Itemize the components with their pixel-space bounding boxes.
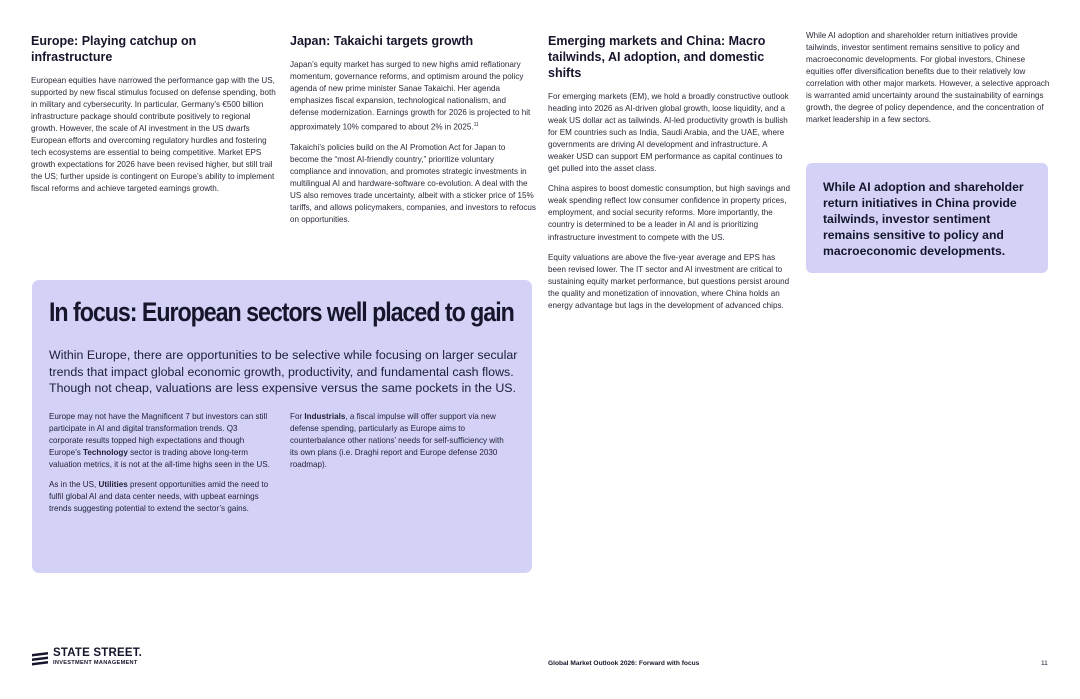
japan-column <box>290 33 536 234</box>
logo-subtitle: INVESTMENT MANAGEMENT <box>53 660 138 666</box>
state-street-logo[interactable] <box>31 648 142 667</box>
technology-text-after: sector is trading above long-term valuation metrics, it is not at the all-time highs seen in the US. <box>49 447 270 469</box>
industrials-paragraph <box>290 411 514 471</box>
pull-quote-box <box>806 163 1048 273</box>
europe-heading: Europe: Playing catchup on infrastructure <box>31 34 197 64</box>
utilities-text-after: present opportunities amid the need to fulfil global AI and data center needs, with upbeat earnings trends suggesting potential to extend the sector’s gains. <box>49 479 269 514</box>
emerging-markets-column <box>548 33 794 320</box>
in-focus-left-column <box>49 411 273 524</box>
utilities-label: Utilities <box>98 479 128 489</box>
footnote-marker[interactable]: 11 <box>473 122 479 129</box>
utilities-paragraph <box>49 479 273 515</box>
china-continued-column <box>806 30 1050 134</box>
china-paragraph: While AI adoption and shareholder return initiatives provide tailwinds, investor sentiment remains sensitive to policy and macroeconomic developments. For global investors, Chinese equities offer diversification benefits due to their relatively low correlation with other major markets. However, a selective approach is warranted amid uncertainty around the sustainability of earnings growth, the degree of policy dependence, and the concentration of market leadership in a few sectors. <box>806 31 1050 125</box>
pull-quote: While AI adoption and shareholder return initiatives in China provide tailwinds, investor sentiment remains sensitive to policy and macroeconomic developments. <box>823 180 1024 258</box>
japan-paragraph-2: Takaichi’s policies build on the AI Promotion Act for Japan to become the “most AI-friendly country,” prioritize voluntary compliance and innovation, and promotes strategic investments in multilingual AI and hardware-software co-evolution. A deal with the US also removes trade uncertainty, albeit with a sticker price of 15% tariffs, and allows policymakers, companies, and investors to refocus on opportunities. <box>290 142 536 225</box>
in-focus-lead: Within Europe, there are opportunities to be selective while focusing on larger secular trends that impact global economic growth, productivity, and fundamental cash flows. Though not cheap, valuations are less expensive versus the same pockets in the US. <box>49 348 518 395</box>
technology-text-before: Europe may not have the Magnificent 7 but investors can still participate in AI and digital transformation trends. Q3 corporate results topped high expectations and though Europe’s <box>49 411 268 457</box>
em-paragraph-3: Equity valuations are above the five-year average and EPS has been revised lower. The IT sector and AI investment are critical to sustaining equity market performance, but questions persist around the quality and monetization of innovation, where China holds an energy advantage but lags in the development of advanced chips. <box>548 252 790 310</box>
em-paragraph-1: For emerging markets (EM), we hold a broadly constructive outlook heading into 2026 as AI-driven global growth, loose liquidity, and a weak US dollar act as tailwinds. AI-led productivity growth is bullish for EM countries such as India, Saudi Arabia, and the UAE, where governments are driving AI development and infrastructure. A weaker USD can support EM performance as capital continues to get pulled into the asset class. <box>548 92 789 174</box>
logo-text <box>53 648 142 667</box>
footer-document-title: Global Market Outlook 2026: Forward with focus <box>548 660 700 667</box>
logo-name: STATE STREET. <box>53 647 143 659</box>
em-paragraph-2: China aspires to boost domestic consumption, but high savings and weak spending reflect low consumer confidence in property prices, employment, and social security reforms. More importantly, the country is determined to be a leader in AI and is prioritizing infrastructure investment to compete with the US. <box>548 184 791 242</box>
utilities-text-before: As in the US, <box>49 479 99 489</box>
state-street-logo-icon <box>31 649 49 667</box>
industrials-text-before: For <box>290 411 305 421</box>
in-focus-box <box>32 280 532 573</box>
technology-label: Technology <box>83 447 128 457</box>
in-focus-right-column <box>290 411 514 479</box>
in-focus-title: In focus: European sectors well placed to gain <box>49 297 514 327</box>
japan-paragraph-1 <box>290 59 536 134</box>
page-number: 11 <box>1041 660 1048 667</box>
technology-paragraph <box>49 411 273 471</box>
japan-heading: Japan: Takaichi targets growth <box>290 34 474 48</box>
europe-paragraph: European equities have narrowed the performance gap with the US, supported by new fiscal stimulus focused on defense spending, both in military and cybersecurity. In particular, Germany’s €500 billion infrastructure package should contribute positively to regional growth. However, the scale of AI investment in the US dwarfs European efforts and overcoming regulatory hurdles and fostering tech ecosystems are essential to being competitive. Market EPS growth expectations for 2026 have been revised higher, but still trail the US; further upside is contingent on Europe’s ability to implement fiscal reforms and achieve targeted earnings growth. <box>31 76 276 194</box>
japan-paragraph-1-text: Japan’s equity market has surged to new highs amid reflationary momentum, governance reforms, and optimism around the policy agenda of new prime minister Sanae Takaichi. Her agenda emphasizes fiscal expansion, technological nationalism, and defense modernization. Earnings growth for 2026 is projected to hit approximately 10% compared to about 2% in 2025. <box>290 60 531 132</box>
emerging-markets-heading: Emerging markets and China: Macro tailwinds, AI adoption, and domestic shifts <box>548 34 766 80</box>
industrials-text-after: , a fiscal impulse will offer support via new defense spending, particularly as Europe aims to counterbalance other nations’ needs for self-sufficiency with its own plans (i.e. Draghi report and Europe defense 2030 roadmap). <box>290 411 504 469</box>
europe-column <box>31 33 277 203</box>
industrials-label: Industrials <box>304 411 346 421</box>
